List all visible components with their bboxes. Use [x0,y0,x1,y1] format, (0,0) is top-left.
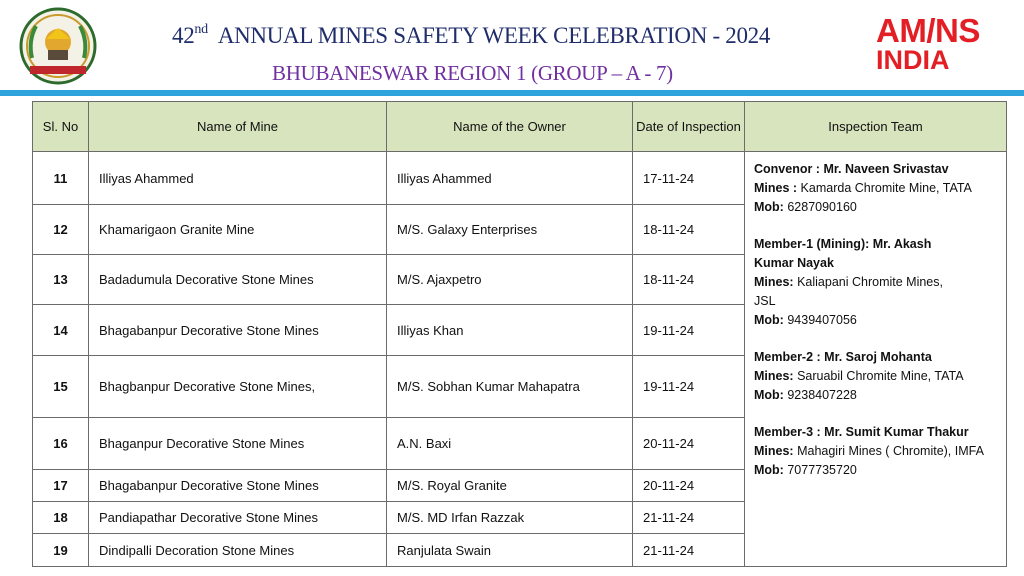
row-mine-name: Dindipalli Decoration Stone Mines [89,534,387,567]
row-inspection-date: 21-11-24 [633,534,745,567]
row-mine-name: Pandiapathar Decorative Stone Mines [89,502,387,534]
row-inspection-date: 21-11-24 [633,502,745,534]
member-3-block: Member-3 : Mr. Sumit Kumar Thakur Mines: Mahagiri Mines ( Chromite), IMFA Mob: 7077735720 [754,425,984,477]
row-inspection-date: 20-11-24 [633,470,745,502]
row-sl-no: 16 [33,418,89,470]
row-sl-no: 12 [33,205,89,255]
row-owner-name: Illiyas Khan [387,305,633,356]
row-owner-name: A.N. Baxi [387,418,633,470]
row-owner-name: M/S. Royal Granite [387,470,633,502]
row-mine-name: Illiyas Ahammed [89,152,387,205]
column-header-team: Inspection Team [745,102,1007,152]
row-owner-name: M/S. Sobhan Kumar Mahapatra [387,356,633,418]
column-header-date: Date of Inspection [633,102,745,152]
row-inspection-date: 18-11-24 [633,205,745,255]
row-inspection-date: 18-11-24 [633,255,745,305]
row-mine-name: Bhagabanpur Decorative Stone Mines [89,305,387,356]
member-1-block: Member-1 (Mining): Mr. Akash Kumar Nayak Mines: Kaliapani Chromite Mines, JSL Mob: 9439407056 [754,237,943,327]
row-sl-no: 17 [33,470,89,502]
row-mine-name: Bhagabanpur Decorative Stone Mines [89,470,387,502]
table-header-row [33,102,1007,152]
row-owner-name: Ranjulata Swain [387,534,633,567]
row-inspection-date: 20-11-24 [633,418,745,470]
row-owner-name: M/S. MD Irfan Razzak [387,502,633,534]
inspection-schedule-table [32,101,1007,567]
page-title: 42nd ANNUAL MINES SAFETY WEEK CELEBRATION - 2024 [172,22,771,48]
row-owner-name: M/S. Galaxy Enterprises [387,205,633,255]
row-mine-name: Bhaganpur Decorative Stone Mines [89,418,387,470]
row-inspection-date: 19-11-24 [633,305,745,356]
row-sl-no: 11 [33,152,89,205]
row-inspection-date: 17-11-24 [633,152,745,205]
amns-india-logo: AM/NS INDIA [876,12,980,75]
row-sl-no: 19 [33,534,89,567]
header-divider [0,90,1024,96]
row-inspection-date: 19-11-24 [633,356,745,418]
row-mine-name: Khamarigaon Granite Mine [89,205,387,255]
column-header-sl-no: Sl. No [33,102,89,152]
mines-safety-emblem-logo [18,6,98,86]
row-owner-name: M/S. Ajaxpetro [387,255,633,305]
convenor-label: Convenor : Mr. Naveen Srivastav [754,162,949,176]
row-sl-no: 15 [33,356,89,418]
column-header-owner: Name of the Owner [387,102,633,152]
column-header-mine: Name of Mine [89,102,387,152]
convenor-mines: Kamarda Chromite Mine, TATA [800,181,972,195]
row-mine-name: Bhagbanpur Decorative Stone Mines, [89,356,387,418]
inspection-team-cell [745,152,1007,567]
row-sl-no: 13 [33,255,89,305]
convenor-block: Convenor : Mr. Naveen Srivastav Mines : Kamarda Chromite Mine, TATA Mob: 6287090160 [754,162,972,214]
row-sl-no: 18 [33,502,89,534]
table-row [33,152,1007,205]
member-2-block: Member-2 : Mr. Saroj Mohanta Mines: Saruabil Chromite Mine, TATA Mob: 9238407228 [754,350,964,402]
convenor-mob: 6287090160 [787,200,857,214]
row-mine-name: Badadumula Decorative Stone Mines [89,255,387,305]
page-subtitle: BHUBANESWAR REGION 1 (GROUP – A - 7) [272,61,673,85]
row-owner-name: Illiyas Ahammed [387,152,633,205]
row-sl-no: 14 [33,305,89,356]
